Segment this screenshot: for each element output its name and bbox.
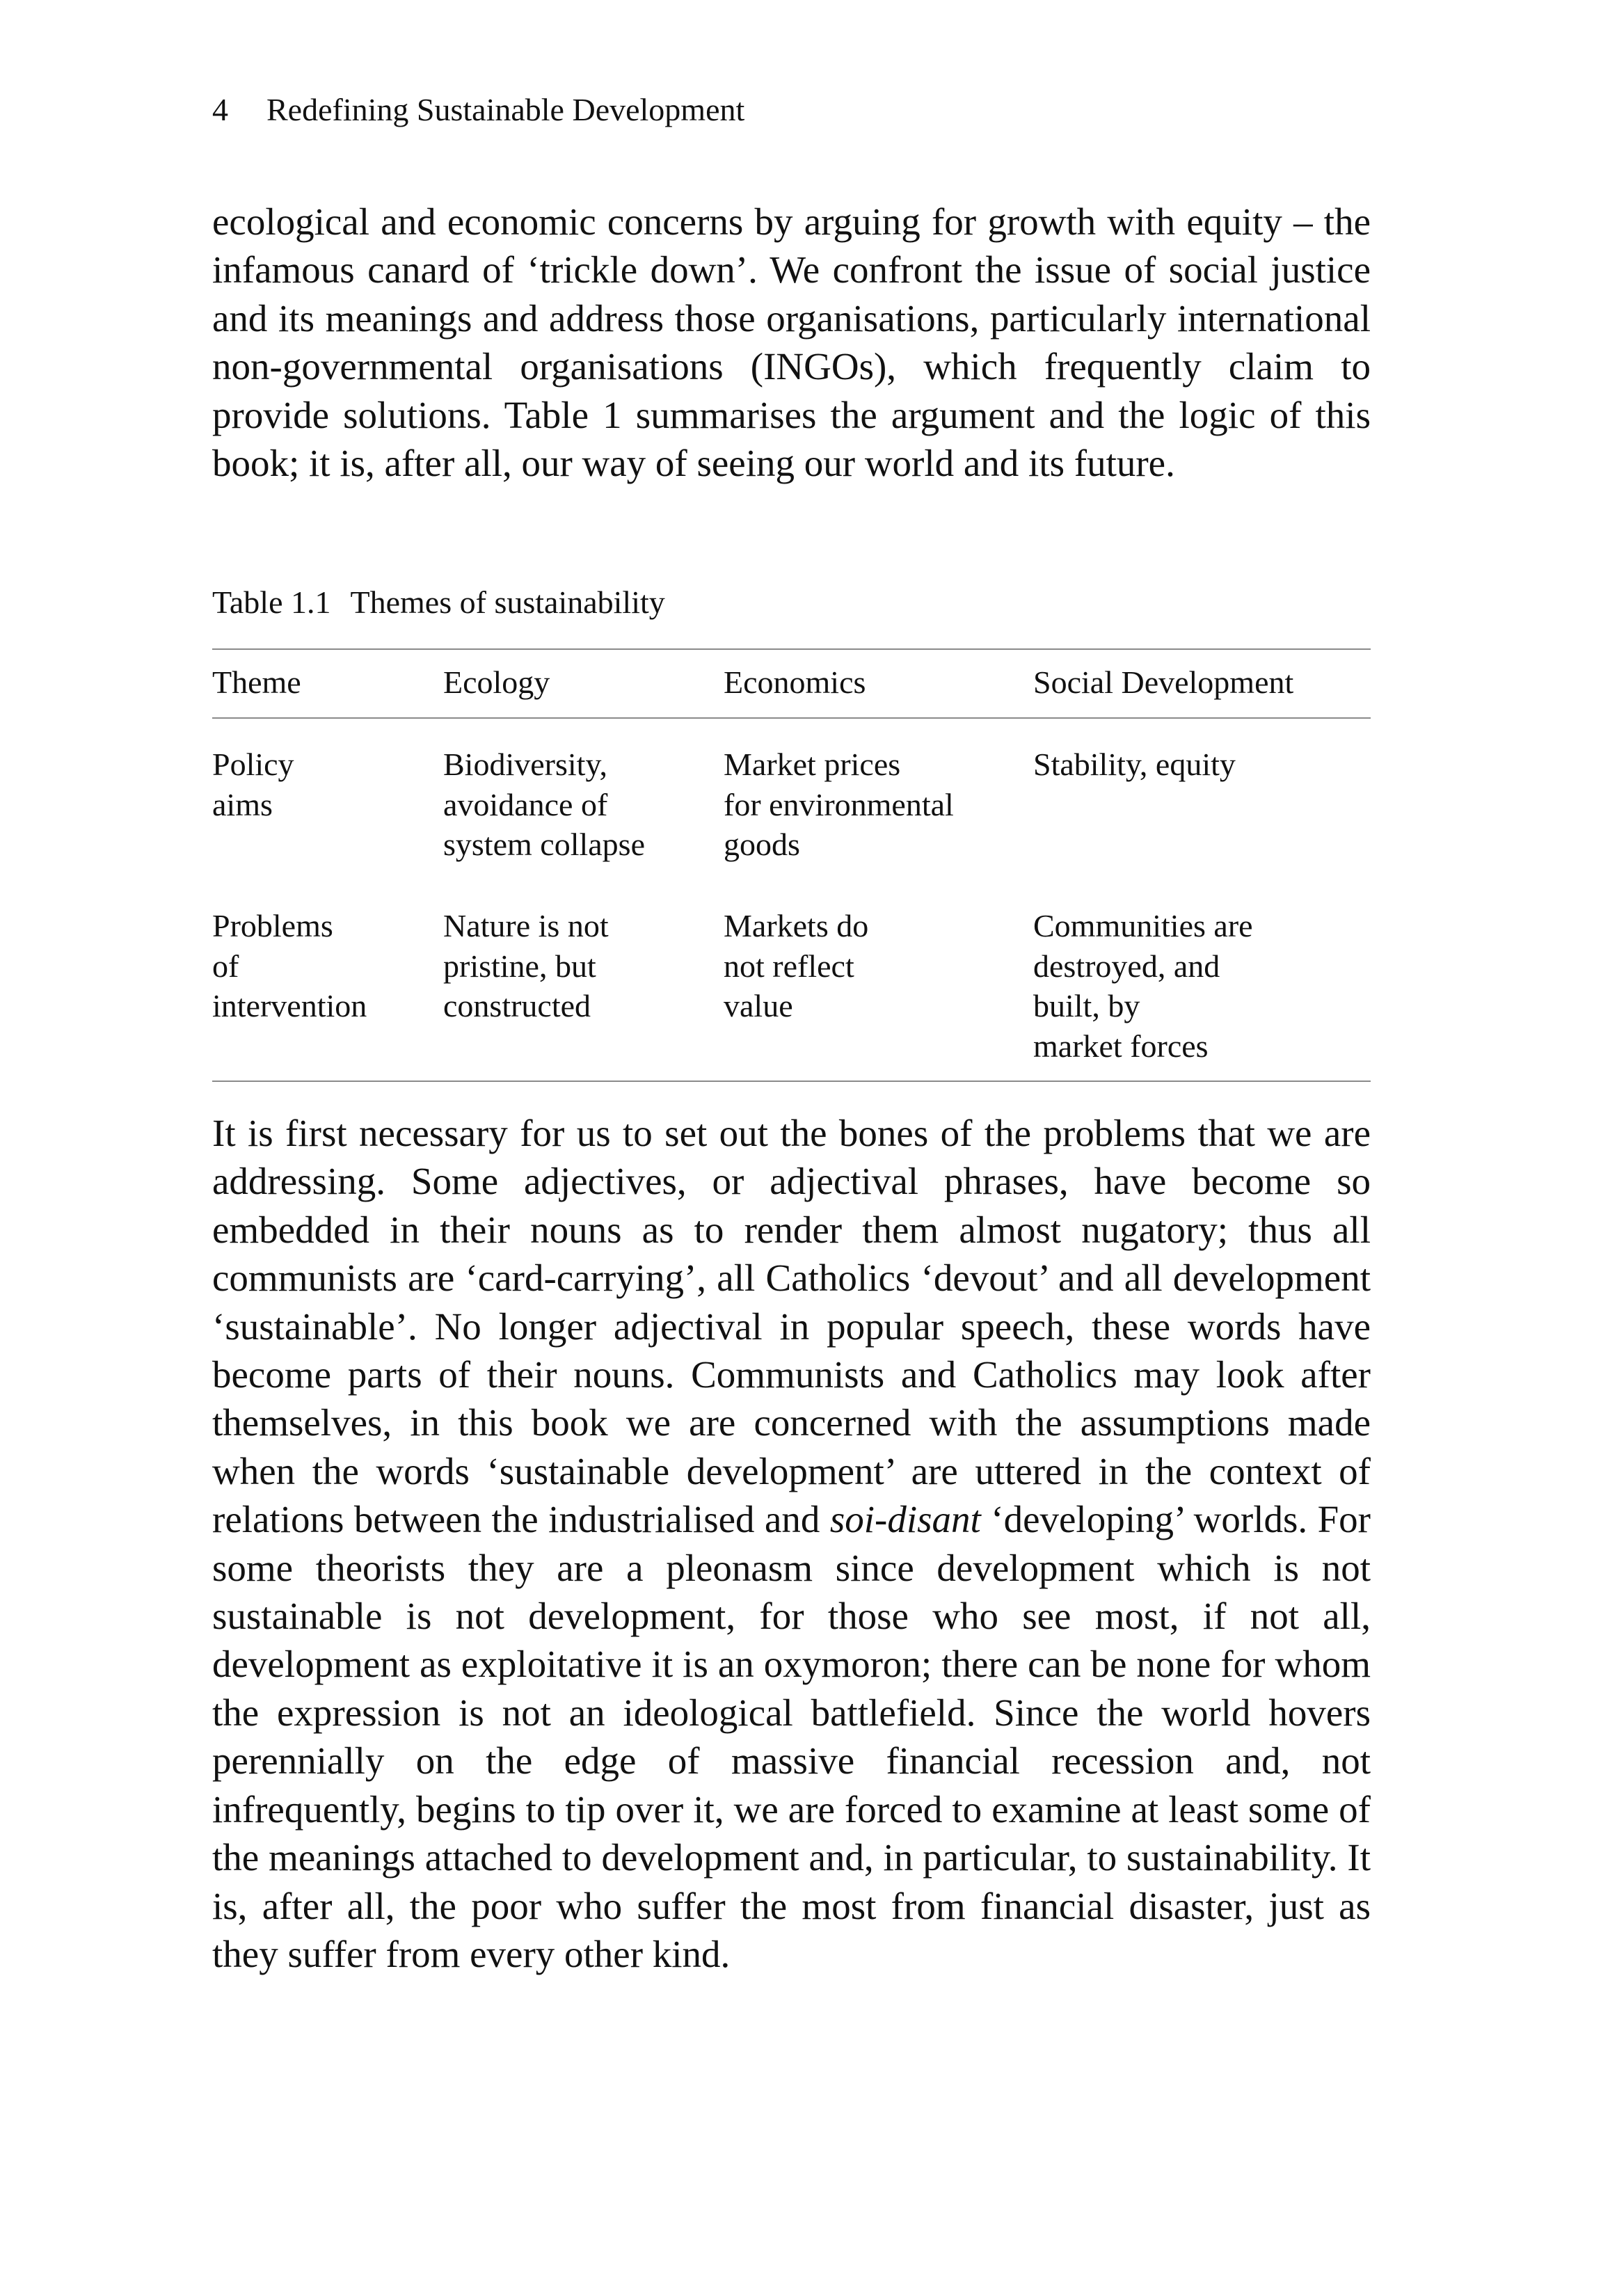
table-caption-title: Themes of sustainability: [350, 584, 665, 620]
table-caption-number: Table 1.1: [212, 584, 331, 620]
table-header-theme: Theme: [212, 664, 301, 700]
table-bottom-rule: [212, 1081, 1371, 1082]
running-head: [212, 88, 744, 132]
table-cell-problems-social: Communities are destroyed, and built, by market forces: [1033, 908, 1253, 1064]
table-header-rule: [212, 717, 1371, 719]
italic-phrase: soi-disant: [829, 1498, 981, 1541]
table-top-rule: [212, 648, 1371, 650]
table-cell-problems-of-intervention: Problems of intervention: [212, 908, 367, 1023]
table-cell-policy-social: Stability, equity: [1033, 747, 1236, 782]
page-number: 4: [212, 92, 228, 127]
paragraph-2-part-2: ‘developing’ worlds. For some theorists they are a pleonasm since development which is not sustainable is not development, for those who see most, if not all, development as exploitative it is an oxymoron; there can be none for whom the expression is not an ideological battlefield. Since the world hovers perennially on the edge of massive financial recession and, not infrequently, begins to tip over it, we are forced to examine at least some of the meanings attached to development and, in particular, to sustainability. It is, after all, the poor who suffer the most from financial disaster, just as they suffer from every other kind.: [212, 1498, 1371, 1975]
table-cell-problems-ecology: Nature is not pristine, but constructed: [443, 908, 609, 1023]
paragraph-2-part-1: It is first necessary for us to set out the bones of the problems that we are addressing. Some adjectives, or adjectival phrases, have become so embedded in their nouns as to render them almost nugatory; thus all communists are ‘card-carrying’, all Catholics ‘devout’ and all development ‘sustainable’. No longer adjectival in popular speech, these words have become parts of their nouns. Communists and Catholics may look after themselves, in this book we are concerned with the assumptions made when the words ‘sustainable development’ are uttered in the context of relations between the industrialised and: [212, 1112, 1371, 1541]
table-cell-policy-economics: Market prices for environmental goods: [724, 747, 954, 862]
table-cell-policy-ecology: Biodiversity, avoidance of system collapse: [443, 747, 645, 862]
paragraph-2: [212, 1109, 1371, 1978]
table-header-ecology: Ecology: [443, 664, 550, 700]
table-caption: [212, 580, 665, 625]
table-header-social-development: Social Development: [1033, 664, 1294, 700]
table-cell-problems-economics: Markets do not reflect value: [724, 908, 869, 1023]
running-head-title: Redefining Sustainable Development: [266, 92, 745, 127]
table-header-economics: Economics: [724, 664, 866, 700]
paragraph-1: ecological and economic concerns by arguing for growth with equity – the infamous canard of ‘trickle down’. We confront the issue of social justice and its meanings and address those organisations, particularly international non-governmental organisations (INGOs), which frequently claim to provide solutions. Table 1 summarises the argument and the logic of this book; it is, after all, our way of seeing our world and its future.: [212, 200, 1371, 485]
table-cell-policy-aims: Policy aims: [212, 747, 294, 822]
